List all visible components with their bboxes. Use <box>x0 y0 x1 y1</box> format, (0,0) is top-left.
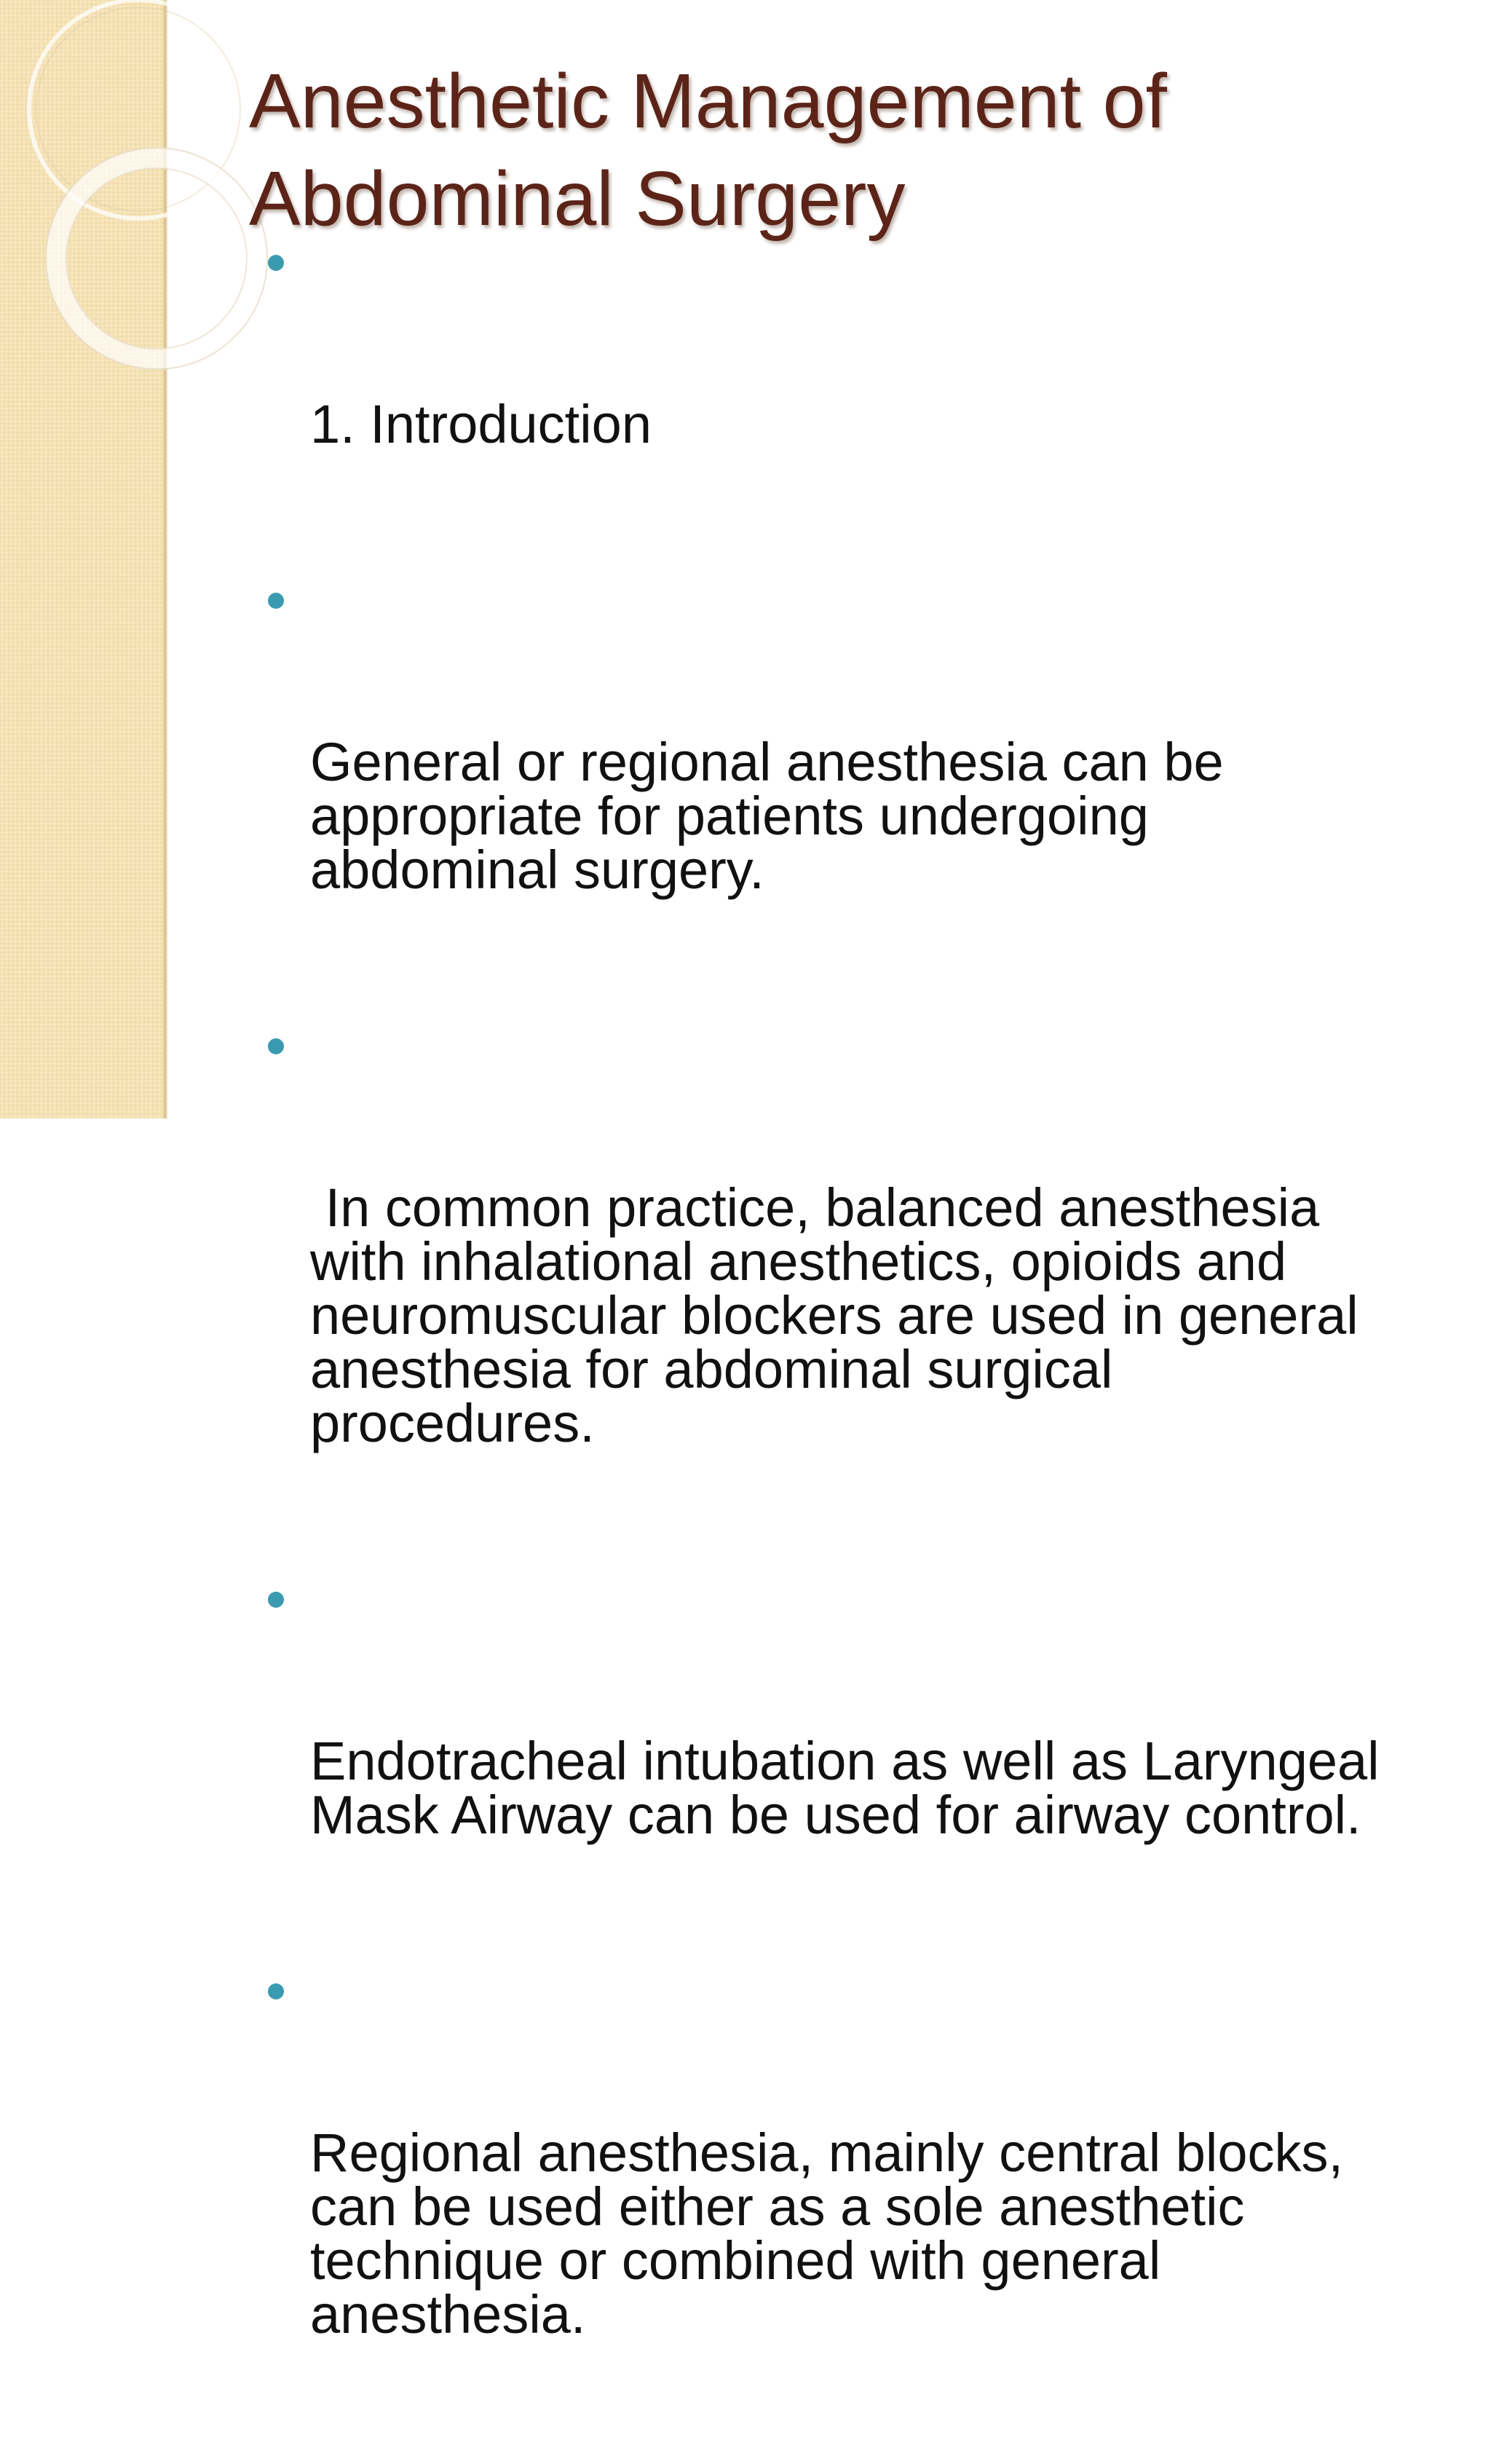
bullet-text: 1. Introduction <box>310 394 652 454</box>
bullet-dot-icon <box>268 255 284 271</box>
slide-title-line: Anesthetic Management of <box>249 58 1167 144</box>
slide-title <box>249 52 1414 248</box>
bullet-list <box>264 236 1458 2464</box>
bullet-text: In common practice, balanced anesthesia with inhalational anesthetics, opioids and neuromuscular blockers are used in general anesthesia for abdominal surgical procedures. <box>310 1177 1358 1453</box>
bullet-text: Regional anesthesia, mainly central blocks, can be used either as a sole anesthetic technique or combined with general anesthesia. <box>310 2123 1344 2345</box>
bullet-item <box>264 1965 1458 2449</box>
bullet-text: Endotracheal intubation as well as Laryngeal Mask Airway can be used for airway control. <box>310 1731 1380 1845</box>
bullet-dot-icon <box>268 1983 284 1999</box>
slide-title-line: Abdominal Surgery <box>249 156 906 242</box>
bullet-dot-icon <box>268 1038 284 1054</box>
bullet-dot-icon <box>268 593 284 609</box>
ring-decoration-icon <box>0 0 175 379</box>
bullet-item <box>264 574 1458 1005</box>
bullet-dot-icon <box>268 1592 284 1608</box>
bullet-text: General or regional anesthesia can be appropriate for patients undergoing abdominal surgery. <box>310 732 1224 900</box>
bullet-item <box>264 1019 1458 1558</box>
bullet-item <box>264 1573 1458 1950</box>
bullet-item <box>264 236 1458 559</box>
